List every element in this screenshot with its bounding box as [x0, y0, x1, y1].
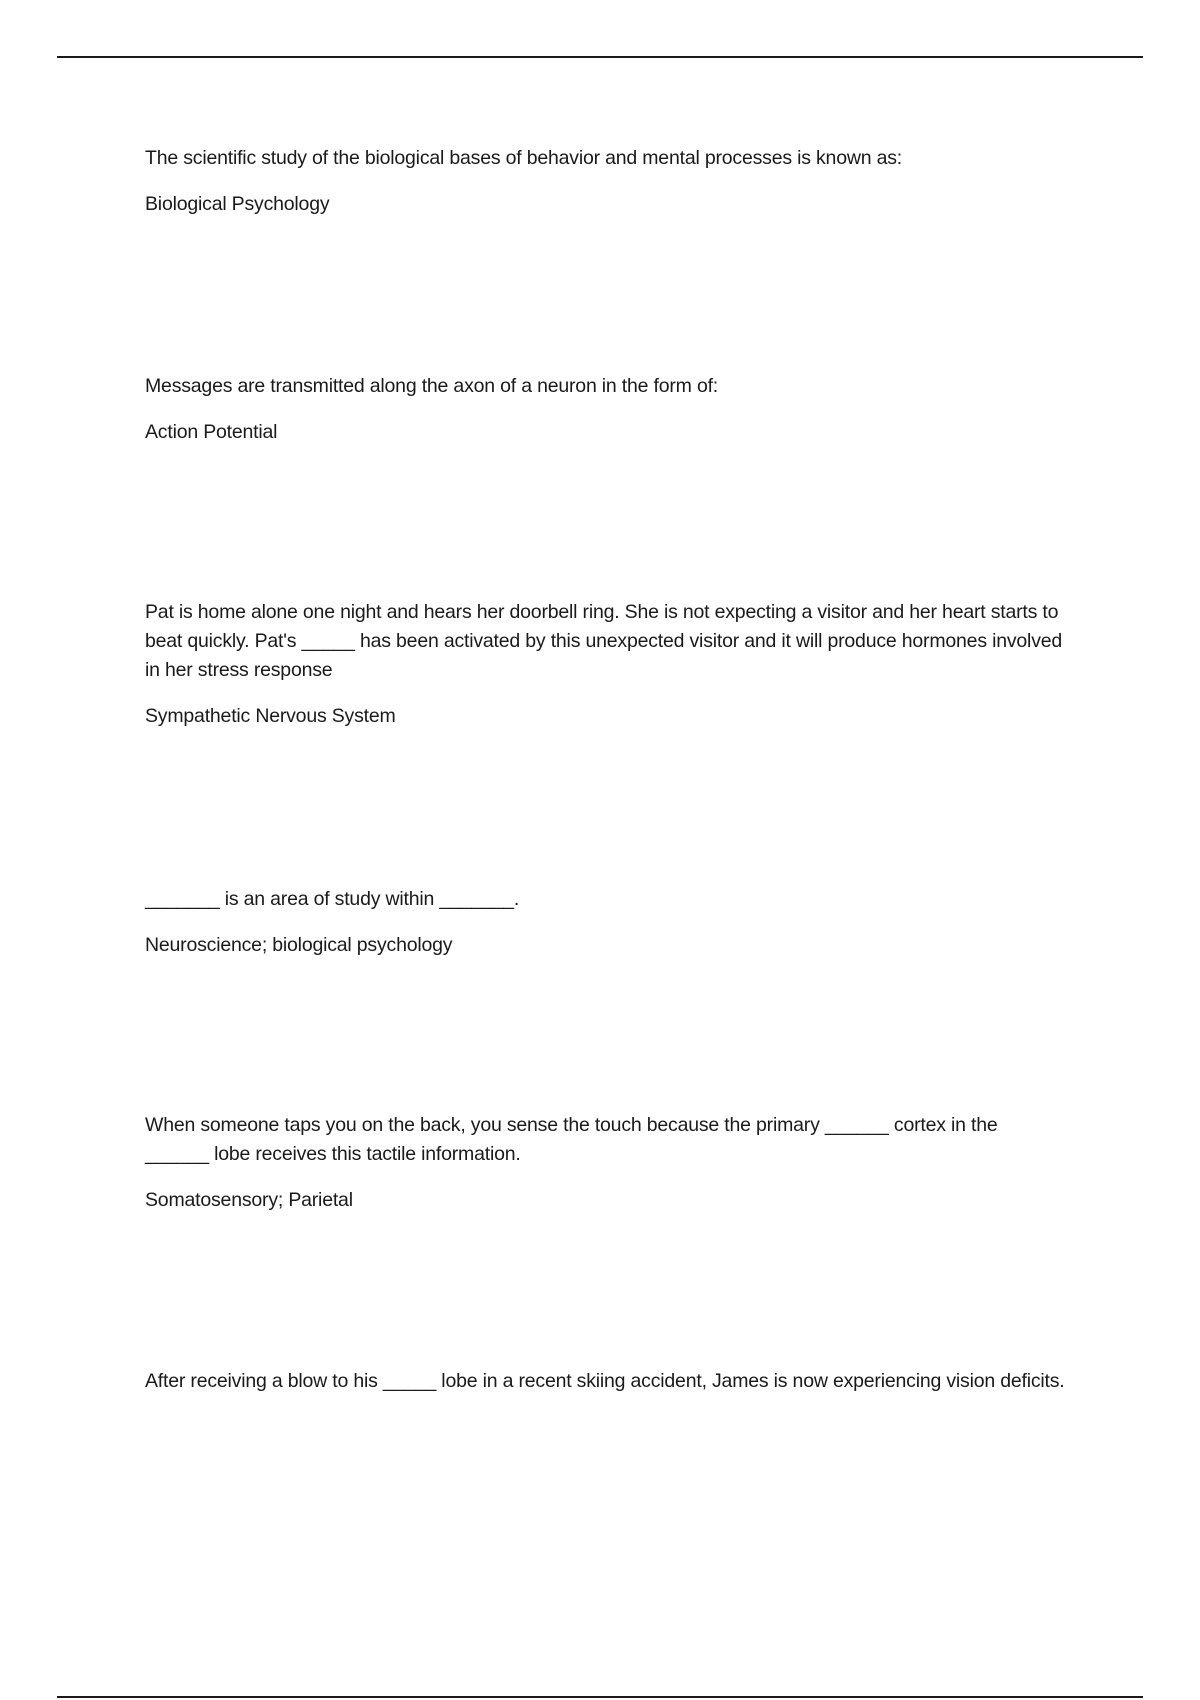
question-text: After receiving a blow to his _____ lobe in a recent skiing accident, James is now experiencing vision deficits.: [145, 1370, 1065, 1392]
question-text: Pat is home alone one night and hears her doorbell ring. She is not expecting a visitor and her heart starts to beat quickly. Pat's _____ has been activated by this unexpected visitor and it will produce hormones involved in her stress response: [145, 601, 1063, 681]
answer-text: Sympathetic Nervous System: [145, 705, 396, 727]
question-text: When someone taps you on the back, you sense the touch because the primary ______ cortex in the ______ lobe receives this tactile information.: [145, 1114, 998, 1165]
qa-item-4: [145, 885, 1065, 960]
header-rule: [57, 56, 1143, 58]
qa-item-6: [145, 1367, 1065, 1413]
qa-item-1: [145, 144, 1065, 219]
question-text: The scientific study of the biological bases of behavior and mental processes is known as:: [145, 147, 903, 169]
qa-item-2: [145, 372, 1065, 447]
question-text: Messages are transmitted along the axon of a neuron in the form of:: [145, 375, 719, 397]
answer-text: Action Potential: [145, 421, 278, 443]
qa-item-3: [145, 598, 1065, 731]
answer-text: Neuroscience; biological psychology: [145, 934, 453, 956]
qa-item-5: [145, 1111, 1065, 1215]
answer-text: Biological Psychology: [145, 193, 330, 215]
answer-text: Somatosensory; Parietal: [145, 1189, 353, 1211]
question-text: _______ is an area of study within _______.: [145, 888, 520, 910]
footer-rule: [57, 1696, 1143, 1698]
